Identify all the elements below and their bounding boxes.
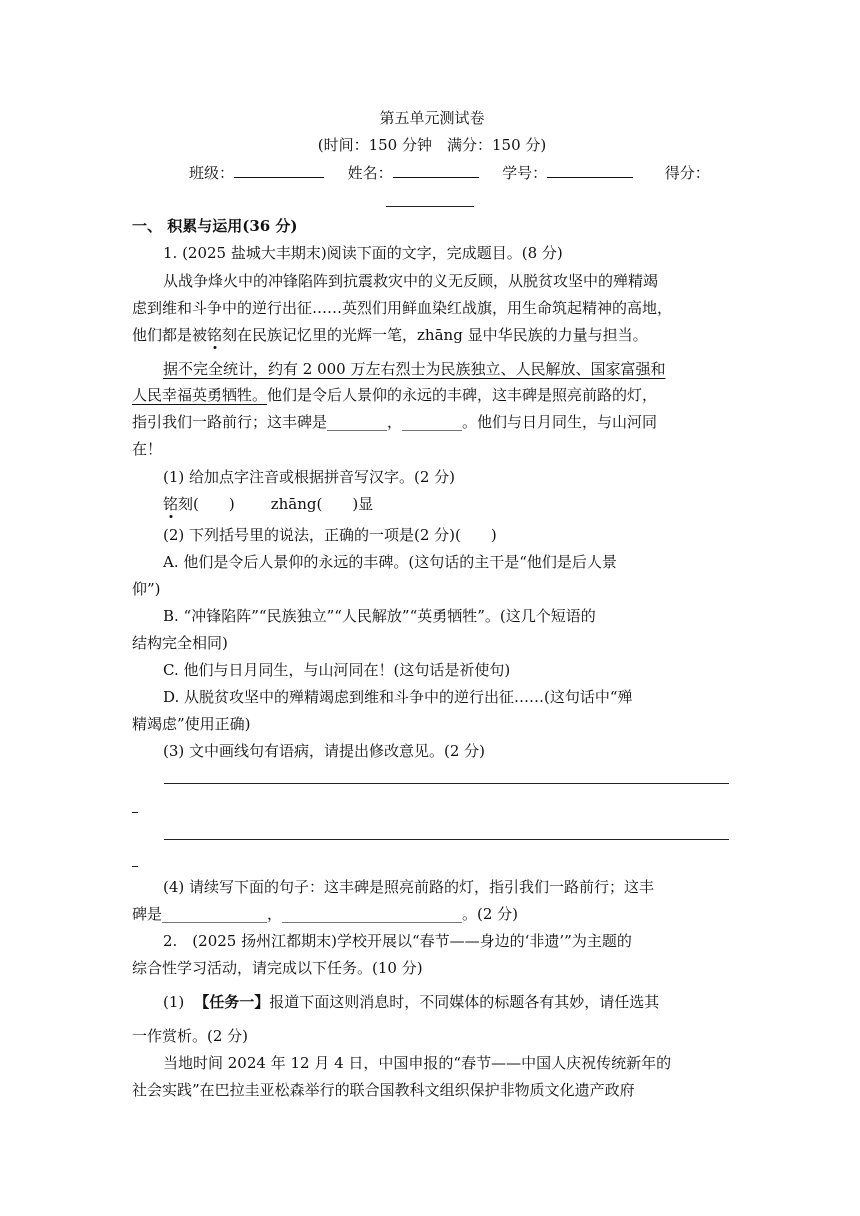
answer-rule[interactable] [164, 839, 729, 840]
answer-rule[interactable] [164, 783, 729, 784]
dotted-char: 铭 [207, 326, 223, 344]
underlined-sentence: 据不完全统计，约有 2 000 万左右烈士为民族独立、人民解放、国家富强和 [163, 360, 666, 378]
option-d-cont: 精竭虑”使用正确) [132, 715, 251, 733]
section-title: 一、 积累与运用(36 分) [132, 217, 298, 235]
class-field[interactable] [234, 161, 324, 178]
name-label: 姓名： [347, 164, 393, 182]
answer-rule-tail [132, 866, 138, 867]
option-b-cont: 结构完全相同) [132, 634, 228, 652]
passage-line: 指引我们一路前行；这丰碑是________，________。他们与日月同生，与山河同 [132, 413, 658, 431]
task-tag: 【任务一】 [194, 993, 270, 1011]
passage-line: 虑到维和斗争中的逆行出征……英烈们用鲜血染红战旗，用生命筑起精神的高地， [132, 299, 673, 317]
option-b: B. “冲锋陷阵”“民族独立”“人民解放”“英勇牺牲”。(这几个短语的 [163, 607, 596, 625]
task-1: (1) 【任务一】报道下面这则消息时，不同媒体的标题各有其妙，请任选其 [163, 993, 660, 1011]
time-info: (时间：150 分钟 满分：150 分) [317, 136, 547, 154]
option-c: C. 他们与日月同生，与山河同在！(这句话是祈使句) [163, 661, 511, 679]
task-1-cont: 一作赏析。(2 分) [132, 1027, 249, 1045]
news-line: 当地时间 2024 年 12 月 4 日，中国申报的“春节——中国人庆祝传统新年的 [163, 1054, 672, 1072]
passage-line: 人民幸福英勇牺牲。他们是令后人景仰的永远的丰碑，这丰碑是照亮前路的灯， [132, 386, 658, 404]
answer-line: 铭刻( ) zhāng( )显 [163, 495, 374, 513]
answer-rule-tail [132, 812, 138, 813]
option-a: A. 他们是令后人景仰的永远的丰碑。(这句话的主干是“他们是后人景 [163, 553, 617, 571]
question-2-stem-cont: 综合性学习活动，请完成以下任务。(10 分) [132, 959, 423, 977]
passage-line: 他们都是被铭刻在民族记忆里的光辉一笔，zhāng 显中华民族的力量与担当。 [132, 326, 648, 344]
question-2-stem: 2. (2025 扬州江都期末)学校开展以“春节——身边的‘非遗’”为主题的 [163, 932, 632, 950]
class-label: 班级： [189, 164, 235, 182]
score-field[interactable] [386, 206, 474, 207]
page-title: 第五单元测试卷 [379, 109, 485, 127]
sub-question-2: (2) 下列括号里的说法，正确的一项是(2 分)( ) [163, 526, 497, 544]
passage-line: 在！ [132, 440, 163, 458]
student-info-row [189, 161, 749, 184]
option-d: D. 从脱贫攻坚中的殚精竭虑到维和斗争中的逆行出征……(这句话中“殚 [163, 688, 633, 706]
passage-line: 从战争烽火中的冲锋陷阵到抗震救灾中的义无反顾，从脱贫攻坚中的殚精竭 [163, 272, 659, 290]
dotted-char: 铭 [163, 495, 179, 513]
news-line: 社会实践”在巴拉圭亚松森举行的联合国教科文组织保护非物质文化遗产政府 [132, 1081, 635, 1099]
name-field[interactable] [393, 161, 479, 178]
question-1-stem: 1. (2025 盐城大丰期末)阅读下面的文字，完成题目。(8 分) [163, 244, 563, 262]
score-label: 得分： [664, 164, 710, 182]
student-number-label: 学号： [502, 164, 548, 182]
sub-question-4-cont: 碑是______________，________________________。(2 分) [132, 905, 519, 923]
sub-question-4: (4) 请续写下面的句子：这丰碑是照亮前路的灯，指引我们一路前行；这丰 [163, 878, 655, 896]
underlined-sentence: 人民幸福英勇牺牲。 [132, 386, 268, 404]
sub-question-1: (1) 给加点字注音或根据拼音写汉字。(2 分) [163, 468, 456, 486]
option-a-cont: 仰”) [132, 580, 161, 598]
sub-question-3: (3) 文中画线句有语病，请提出修改意见。(2 分) [163, 742, 486, 760]
student-number-field[interactable] [547, 161, 633, 178]
